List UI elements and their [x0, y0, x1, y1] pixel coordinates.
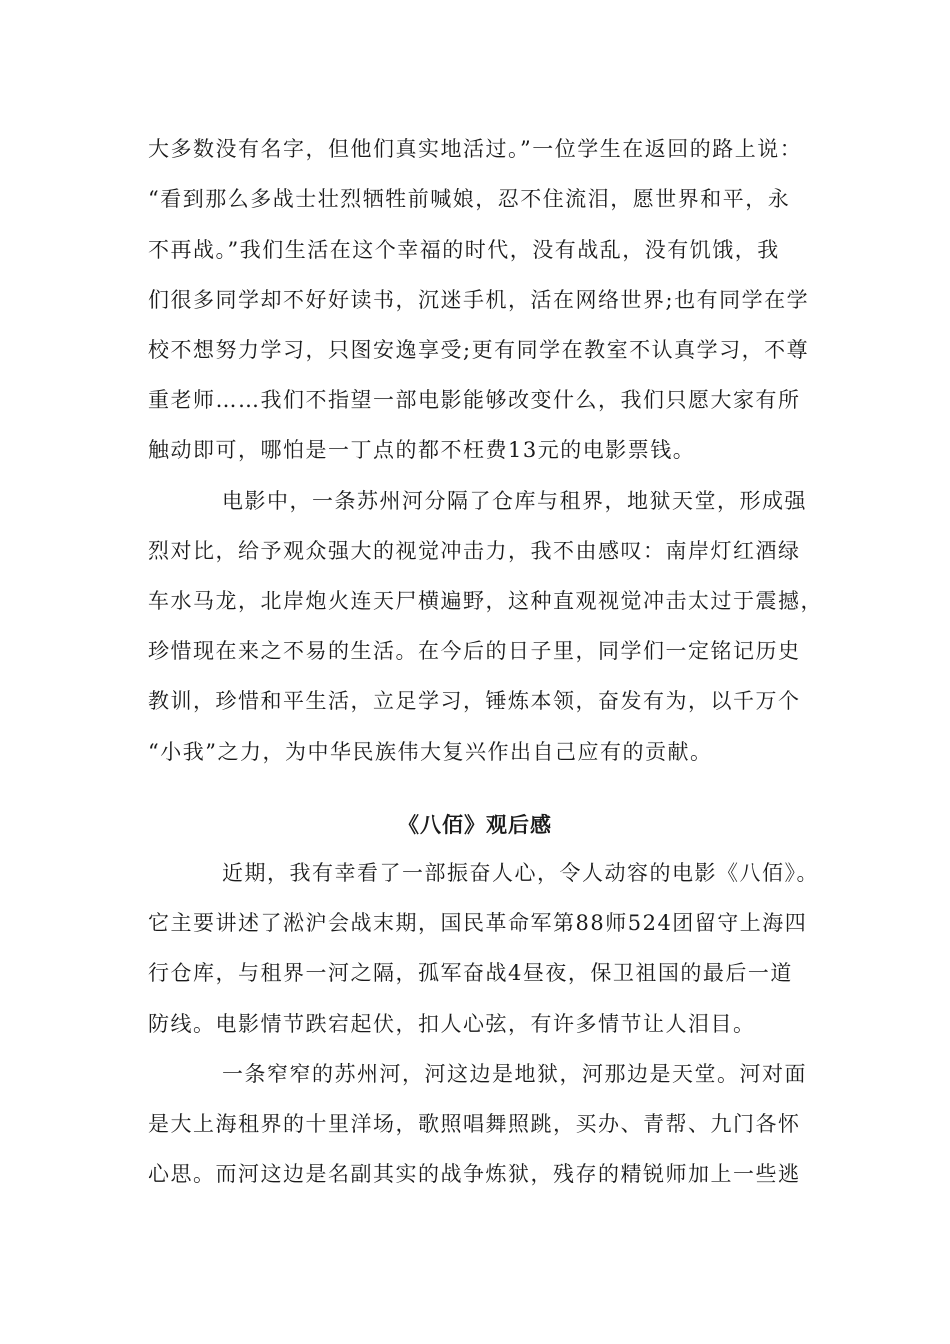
paragraph-line: 防线。电影情节跌宕起伏，扣人心弦，有许多情节让人泪目。 [148, 1012, 756, 1036]
section-title: 《八佰》观后感 [398, 812, 552, 837]
paragraph-line: 烈对比，给予观众强大的视觉冲击力，我不由感叹：南岸灯红酒绿 [148, 539, 801, 563]
paragraph-line: “看到那么多战士壮烈牺牲前喊娘，忍不住流泪，愿世界和平，永 [148, 187, 791, 211]
paragraph-line: 车水马龙，北岸炮火连天尸横遍野，这种直观视觉冲击太过于震撼， [148, 589, 823, 613]
paragraph-line: “小我”之力，为中华民族伟大复兴作出自己应有的贡献。 [148, 740, 713, 764]
paragraph-line: 触动即可，哪怕是一丁点的都不枉费13元的电影票钱。 [148, 438, 696, 462]
paragraph-line: 一条窄窄的苏州河，河这边是地狱，河那边是天堂。河对面 [222, 1062, 807, 1086]
paragraph-line: 心思。而河这边是名副其实的战争炼狱，残存的精锐师加上一些逃 [148, 1162, 801, 1186]
paragraph-line: 电影中，一条苏州河分隔了仓库与租界，地狱天堂，形成强 [222, 489, 807, 513]
paragraph-line: 行仓库，与租界一河之隔，孤军奋战4昼夜，保卫祖国的最后一道 [148, 961, 793, 985]
paragraph-line: 教训，珍惜和平生活，立足学习，锤炼本领，奋发有为，以千万个 [148, 689, 801, 713]
paragraph-line: 是大上海租界的十里洋场，歌照唱舞照跳，买办、青帮、九门各怀 [148, 1112, 801, 1136]
paragraph-line: 不再战。”我们生活在这个幸福的时代，没有战乱，没有饥饿，我 [148, 238, 780, 262]
paragraph-line: 重老师……我们不指望一部电影能够改变什么，我们只愿大家有所 [148, 388, 801, 412]
paragraph-line: 校不想努力学习，只图安逸享受;更有同学在教室不认真学习，不尊 [148, 338, 810, 362]
paragraph-line: 近期，我有幸看了一部振奋人心，令人动容的电影《八佰》。 [222, 861, 819, 885]
paragraph-line: 大多数没有名字，但他们真实地活过。”一位学生在返回的路上说： [148, 137, 803, 161]
paragraph-line: 珍惜现在来之不易的生活。在今后的日子里，同学们一定铭记历史 [148, 639, 801, 663]
paragraph-line: 们很多同学却不好好读书，沉迷手机，活在网络世界;也有同学在学 [148, 288, 810, 312]
paragraph-line: 它主要讲述了淞沪会战末期，国民革命军第88师524团留守上海四 [148, 911, 808, 935]
